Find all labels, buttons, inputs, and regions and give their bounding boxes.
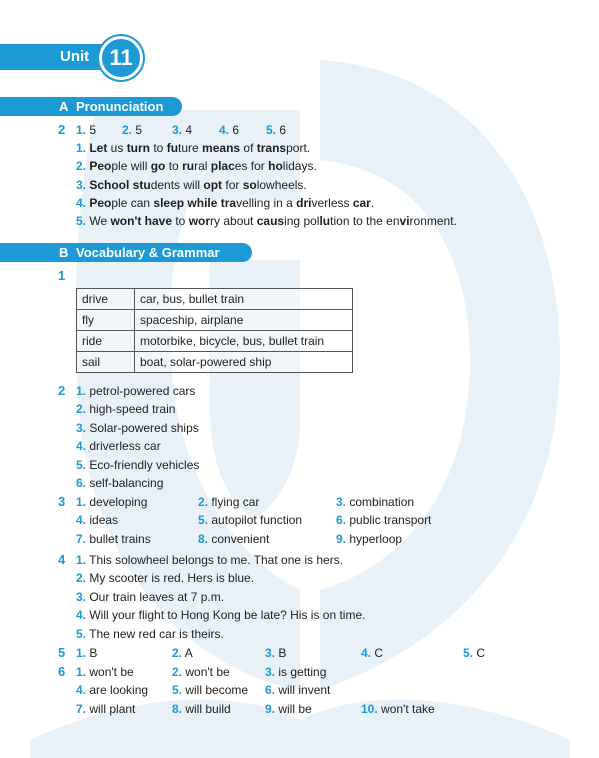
- stressed-syllable: so: [242, 177, 257, 192]
- answer-number: 2.: [76, 402, 87, 417]
- section-b-header: [0, 243, 252, 262]
- question-number: 2: [58, 122, 66, 137]
- answer-text: will become: [182, 683, 249, 698]
- table-cell-items: spaceship, airplane: [135, 310, 353, 331]
- stressed-syllable: lu: [319, 214, 331, 229]
- stressed-syllable: Peo: [89, 195, 112, 210]
- answer-number: 1.: [76, 553, 87, 567]
- vocabulary-table: [76, 288, 353, 373]
- answer-text: won't be: [182, 665, 230, 679]
- answer-text: 5: [132, 123, 143, 137]
- answer-text: won't be: [86, 665, 134, 679]
- vocabulary-answer: [76, 458, 199, 472]
- section-b-title: Vocabulary & Grammar: [76, 245, 220, 260]
- stressed-syllable: opt: [203, 177, 223, 192]
- answer-number: 6.: [76, 476, 87, 490]
- answer-number: 1.: [76, 123, 87, 137]
- pronunciation-sentence: [76, 141, 310, 155]
- answer-text: combination: [346, 495, 415, 509]
- grammar-answer: [76, 665, 134, 679]
- answer-text: B: [86, 646, 98, 660]
- question-number: 4: [58, 552, 66, 567]
- sentence-text: ture: [178, 141, 203, 155]
- pronunciation-sentence: [76, 196, 374, 210]
- section-b-letter: B: [59, 245, 69, 260]
- sentence-text: ple will: [111, 159, 151, 174]
- pronunciation-answer: [172, 123, 192, 137]
- answer-number: 2.: [172, 665, 183, 679]
- grammar-answer: [463, 646, 485, 660]
- sentence-number: 4.: [76, 195, 90, 210]
- stressed-syllable: Let: [89, 141, 108, 155]
- grammar-answer: [265, 665, 326, 679]
- stressed-syllable: dri: [296, 195, 312, 210]
- grammar-answer: [172, 646, 193, 660]
- vocabulary-table-row: [77, 289, 353, 310]
- answer-text: B: [275, 646, 287, 660]
- sentence-text: lidays.: [282, 159, 317, 174]
- grammar-answer: [172, 665, 230, 679]
- answer-text: C: [473, 646, 486, 660]
- vocabulary-answer: [76, 402, 175, 416]
- sentence-text: lowheels.: [256, 177, 307, 192]
- answer-text: Eco-friendly vehicles: [86, 457, 200, 472]
- table-cell-verb: drive: [77, 289, 135, 310]
- sentence-text: We: [89, 214, 111, 229]
- section-a-header: [0, 97, 182, 116]
- grammar-answer: [76, 571, 254, 585]
- grammar-answer: [76, 627, 224, 641]
- answer-text: Our train leaves at 7 p.m.: [86, 589, 225, 604]
- answer-text: autopilot function: [208, 513, 303, 528]
- sentence-text: ing pol: [284, 214, 320, 229]
- answer-number: 3.: [172, 123, 183, 137]
- sentence-text: to: [150, 141, 167, 155]
- answer-text: driverless car: [86, 439, 161, 454]
- answer-number: 8.: [172, 701, 183, 716]
- pronunciation-answer: [122, 123, 142, 137]
- answer-text: My scooter is red. Hers is blue.: [86, 571, 255, 586]
- answer-number: 5.: [172, 683, 183, 698]
- vocabulary-answer: [336, 513, 431, 527]
- answer-number: 4.: [76, 439, 87, 454]
- answer-text: A: [182, 646, 193, 660]
- sentence-text: dents will: [150, 177, 204, 192]
- vocabulary-answer: [198, 513, 302, 527]
- table-cell-verb: sail: [77, 352, 135, 373]
- answer-number: 3.: [76, 420, 87, 435]
- answer-text: C: [371, 646, 384, 660]
- answer-number: 2.: [76, 571, 87, 586]
- answer-number: 2.: [172, 646, 183, 660]
- answer-text: high-speed train: [86, 402, 176, 417]
- answer-number: 4.: [76, 683, 87, 698]
- grammar-answer: [172, 702, 231, 716]
- vocabulary-table-row: [77, 331, 353, 352]
- answer-text: 4: [182, 123, 193, 137]
- answer-text: won't take: [377, 701, 435, 716]
- stressed-syllable: trans: [256, 141, 287, 155]
- grammar-answer: [172, 683, 248, 697]
- answer-number: 5.: [198, 513, 209, 528]
- vocabulary-table-row: [77, 310, 353, 331]
- answer-text: Will your flight to Hong Kong be late? His is on time.: [86, 608, 366, 623]
- grammar-answer: [76, 590, 224, 604]
- stressed-syllable: means: [202, 141, 241, 155]
- answer-number: 1.: [76, 646, 87, 660]
- answer-number: 7.: [76, 701, 87, 716]
- unit-banner: [0, 36, 150, 74]
- stressed-syllable: plac: [210, 159, 235, 174]
- answer-number: 6.: [265, 683, 276, 698]
- answer-text: will plant: [86, 701, 136, 716]
- sentence-text: velling in a: [236, 195, 297, 210]
- answer-number: 3.: [336, 495, 347, 509]
- vocabulary-answer: [76, 513, 118, 527]
- sentence-text: ry about: [210, 214, 257, 229]
- answer-text: Solar-powered ships: [86, 420, 199, 435]
- table-cell-items: boat, solar-powered ship: [135, 352, 353, 373]
- stressed-syllable: ho: [268, 159, 283, 174]
- answer-text: self-balancing: [86, 476, 164, 490]
- table-cell-items: car, bus, bullet train: [135, 289, 353, 310]
- grammar-answer: [361, 646, 383, 660]
- vocabulary-answer: [76, 495, 147, 509]
- grammar-answer: [265, 683, 330, 697]
- answer-number: 9.: [336, 531, 347, 546]
- sentence-text: ral: [194, 159, 211, 174]
- sentence-text: us: [107, 141, 127, 155]
- question-number: 3: [58, 494, 66, 509]
- vocabulary-answer: [76, 439, 161, 453]
- pronunciation-sentence: [76, 178, 307, 192]
- vocabulary-answer: [336, 532, 402, 546]
- stressed-syllable: School stu: [89, 177, 151, 192]
- answer-number: 4.: [361, 646, 372, 660]
- sentence-number: 5.: [76, 214, 90, 229]
- question-number: 6: [58, 664, 66, 679]
- stressed-syllable: sleep while tra: [153, 195, 237, 210]
- question-number: 5: [58, 645, 66, 660]
- stressed-syllable: go: [150, 159, 166, 174]
- sentence-text: to: [165, 159, 183, 174]
- stressed-syllable: won't have: [110, 214, 172, 229]
- sentence-text: ple can: [111, 195, 154, 210]
- answer-text: public transport: [346, 513, 432, 528]
- answer-text: 6: [276, 123, 287, 137]
- sentence-text: tion to the en: [330, 214, 400, 229]
- section-a-letter: A: [59, 99, 69, 114]
- sentence-text: to: [172, 214, 189, 229]
- stressed-syllable: fu: [166, 141, 179, 155]
- question-number: 2: [58, 383, 66, 398]
- answer-text: will be: [275, 701, 312, 716]
- answer-number: 1.: [76, 665, 87, 679]
- answer-number: 6.: [336, 513, 347, 528]
- answer-text: hyperloop: [346, 531, 403, 546]
- section-a-title: Pronunciation: [76, 99, 164, 114]
- vocabulary-table-row: [77, 352, 353, 373]
- vocabulary-answer: [76, 421, 199, 435]
- grammar-answer: [76, 683, 148, 697]
- answer-text: will build: [182, 701, 231, 716]
- grammar-answer: [76, 702, 135, 716]
- sentence-text: verless: [311, 195, 353, 210]
- answer-number: 5.: [463, 646, 474, 660]
- answer-number: 7.: [76, 531, 87, 546]
- sentence-text: of: [240, 141, 257, 155]
- sentence-text: ronment.: [409, 214, 457, 229]
- answer-number: 3.: [76, 589, 87, 604]
- vocabulary-answer: [336, 495, 414, 509]
- answer-text: ideas: [86, 513, 119, 528]
- answer-number: 10.: [361, 701, 378, 716]
- answer-number: 1.: [76, 495, 87, 509]
- pronunciation-answer: [76, 123, 96, 137]
- stressed-syllable: Peo: [89, 159, 112, 174]
- vocabulary-answer: [198, 532, 269, 546]
- sentence-text: port.: [286, 141, 311, 155]
- answer-text: are looking: [86, 683, 149, 698]
- unit-label: Unit: [60, 48, 90, 65]
- sentence-number: 1.: [76, 141, 90, 155]
- answer-number: 8.: [198, 531, 209, 546]
- answer-number: 5.: [76, 457, 87, 472]
- stressed-syllable: caus: [256, 214, 285, 229]
- stressed-syllable: vi: [399, 214, 410, 229]
- answer-number: 3.: [265, 646, 276, 660]
- answer-text: will invent: [275, 683, 331, 698]
- stressed-syllable: ru: [182, 159, 195, 174]
- sentence-text: .: [370, 195, 375, 210]
- answer-number: 4.: [76, 608, 87, 623]
- pronunciation-sentence: [76, 159, 317, 173]
- pronunciation-answer: [219, 123, 239, 137]
- answer-text: This solowheel belongs to me. That one is hers.: [86, 553, 344, 567]
- answer-text: petrol-powered cars: [86, 384, 196, 398]
- table-cell-verb: ride: [77, 331, 135, 352]
- vocabulary-answer: [76, 532, 151, 546]
- grammar-answer: [265, 702, 312, 716]
- answer-text: bullet trains: [86, 531, 151, 546]
- answer-text: 5: [86, 123, 97, 137]
- answer-number: 5.: [266, 123, 277, 137]
- pronunciation-answer: [266, 123, 286, 137]
- table-cell-verb: fly: [77, 310, 135, 331]
- answer-number: 1.: [76, 384, 87, 398]
- grammar-answer: [76, 646, 97, 660]
- answer-text: developing: [86, 495, 148, 509]
- grammar-answer: [265, 646, 286, 660]
- answer-text: convenient: [208, 531, 270, 546]
- answer-text: 6: [229, 123, 240, 137]
- grammar-answer: [76, 553, 343, 567]
- answer-text: The new red car is theirs.: [86, 626, 224, 641]
- pronunciation-sentence: [76, 214, 457, 228]
- vocabulary-table-body: [77, 289, 353, 373]
- answer-text: flying car: [208, 495, 260, 509]
- vocabulary-answer: [76, 476, 163, 490]
- vocabulary-answer: [198, 495, 259, 509]
- answer-number: 5.: [76, 626, 87, 641]
- answer-number: 2.: [122, 123, 133, 137]
- stressed-syllable: wor: [188, 214, 211, 229]
- grammar-answer: [76, 608, 365, 622]
- stressed-syllable: car: [352, 195, 371, 210]
- sentence-number: 3.: [76, 177, 90, 192]
- answer-number: 2.: [198, 495, 209, 509]
- sentence-text: for: [222, 177, 243, 192]
- answer-number: 4.: [219, 123, 230, 137]
- unit-number: 11: [99, 36, 143, 80]
- grammar-answer: [361, 702, 435, 716]
- question-number: 1: [58, 268, 66, 283]
- answer-number: 4.: [76, 513, 87, 528]
- answer-number: 9.: [265, 701, 276, 716]
- answer-text: is getting: [275, 665, 327, 679]
- sentence-number: 2.: [76, 159, 90, 174]
- table-cell-items: motorbike, bicycle, bus, bullet train: [135, 331, 353, 352]
- stressed-syllable: turn: [126, 141, 151, 155]
- vocabulary-answer: [76, 384, 195, 398]
- sentence-text: es for: [234, 159, 269, 174]
- answer-number: 3.: [265, 665, 276, 679]
